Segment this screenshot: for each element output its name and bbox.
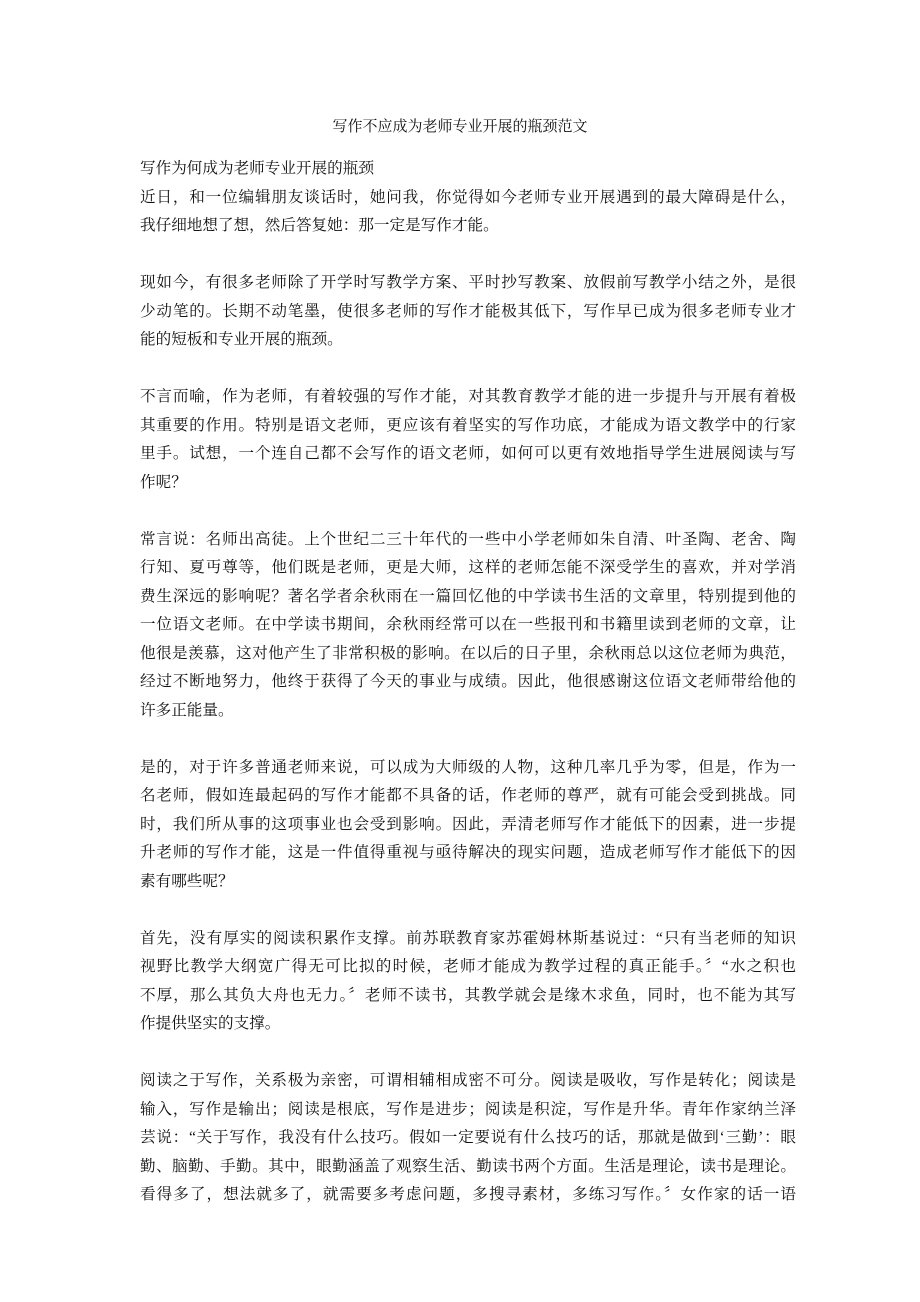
paragraph xyxy=(140,754,796,897)
paragraph-gap xyxy=(140,497,796,526)
paragraph-line: 其重要的作用。特别是语文老师，更应该有着坚实的写作功底，才能成为语文教学中的行家 xyxy=(140,416,796,434)
paragraph-gap xyxy=(140,725,796,754)
paragraph xyxy=(140,383,796,497)
paragraph-line: 勤、脑勤、手勤。其中，眼勤涵盖了观察生活、勤读书两个方面。生活是理论，读书是理论。 xyxy=(140,1157,796,1175)
paragraph-line: 不言而喻，作为老师，有着较强的写作才能，对其教育教学才能的进一步提升与开展有着极 xyxy=(140,388,796,405)
paragraph xyxy=(140,269,796,355)
paragraph xyxy=(140,184,796,241)
paragraph-line: 升老师的写作才能，这是一件值得重视与亟待解决的现实问题，造成老师写作才能低下的因 xyxy=(140,844,796,861)
paragraph-line: 许多正能量。 xyxy=(140,701,234,719)
paragraph-gap xyxy=(140,355,796,384)
paragraph-line: 费生深远的影响呢？著名学者余秋雨在一篇回忆他的中学读书生活的文章里，特别提到他的 xyxy=(140,587,796,605)
paragraph-gap xyxy=(140,1039,796,1068)
paragraph-line: 我仔细地想了想，然后答复她：那一定是写作才能。 xyxy=(140,217,499,234)
paragraph-line: 首先，没有厚实的阅读积累作支撑。前苏联教育家苏霍姆林斯基说过：“只有当老师的知识 xyxy=(140,929,796,947)
document-title: 写作不应成为老师专业开展的瓶颈范文 xyxy=(332,119,588,135)
paragraph-line: 视野比教学大纲宽广得无可比拟的时候，老师才能成为教学过程的真正能手。〞“水之积也 xyxy=(140,958,796,975)
paragraph-line: 芸说：“关于写作，我没有什么技巧。假如一定要说有什么技巧的话，那就是做到‘三勤’：眼 xyxy=(140,1129,796,1146)
paragraph-line: 是的，对于许多普通老师来说，可以成为大师级的人物，这种几率几乎为零，但是，作为一 xyxy=(140,758,796,776)
paragraph-line: 能的短板和专业开展的瓶颈。 xyxy=(140,331,343,348)
paragraph-line: 少动笔的。长期不动笔墨，使很多老师的写作才能极其低下，写作早已成为很多老师专业才 xyxy=(140,302,796,320)
paragraph xyxy=(140,1067,796,1210)
paragraph-gap xyxy=(140,896,796,925)
paragraph-line: 名老师，假如连最起码的写作才能都不具备的话，作老师的尊严，就有可能会受到挑战。同 xyxy=(140,787,796,804)
section-heading: 写作为何成为老师专业开展的瓶颈 xyxy=(140,160,374,177)
paragraph-line: 阅读之于写作，关系极为亲密，可谓相辅相成密不可分。阅读是吸收，写作是转化；阅读是 xyxy=(140,1072,796,1089)
paragraph-gap xyxy=(140,241,796,270)
paragraph-line: 他很是羡慕，这对他产生了非常积极的影响。在以后的日子里，余秋雨总以这位老师为典范， xyxy=(140,644,796,662)
paragraph-line: 经过不断地努力，他终于获得了今天的事业与成绩。因此，他很感谢这位语文老师带给他的 xyxy=(140,673,796,690)
paragraph-line: 不厚，那么其负大舟也无力。〞老师不读书，其教学就会是缘木求鱼，同时，也不能为其写 xyxy=(140,986,796,1004)
paragraph-line: 作呢？ xyxy=(140,473,187,491)
paragraph-line: 里手。试想，一个连自己都不会写作的语文老师，如何可以更有效地指导学生进展阅读与写 xyxy=(140,445,796,462)
paragraph-line: 时，我们所从事的这项事业也会受到影响。因此，弄清老师写作才能低下的因素，进一步提 xyxy=(140,815,796,833)
paragraph-line: 现如今，有很多老师除了开学时写教学方案、平时抄写教案、放假前写教学小结之外，是很 xyxy=(140,274,796,291)
paragraph-line: 看得多了，想法就多了，就需要多考虑问题，多搜寻素材，多练习写作。〞女作家的话一语 xyxy=(140,1186,796,1203)
paragraph-line: 作提供坚实的支撑。 xyxy=(140,1015,281,1032)
paragraph xyxy=(140,526,796,726)
paragraph-line: 行知、夏丏尊等，他们既是老师，更是大师，这样的老师怎能不深受学生的喜欢，并对学消 xyxy=(140,559,796,576)
paragraph-line: 常言说：名师出高徒。上个世纪二三十年代的一些中小学老师如朱自清、叶圣陶、老舍、陶 xyxy=(140,530,796,548)
paragraph-line: 近日，和一位编辑朋友谈话时，她问我，你觉得如今老师专业开展遇到的最大障碍是什么， xyxy=(140,188,796,206)
document-body xyxy=(140,155,796,1210)
paragraph-line: 素有哪些呢？ xyxy=(140,872,234,890)
paragraph-line: 一位语文老师。在中学读书期间，余秋雨经常可以在一些报刊和书籍里读到老师的文章，让 xyxy=(140,616,796,633)
paragraph xyxy=(140,925,796,1039)
paragraph-line: 输入，写作是输出；阅读是根底，写作是进步；阅读是积淀，写作是升华。青年作家纳兰泽 xyxy=(140,1100,796,1118)
